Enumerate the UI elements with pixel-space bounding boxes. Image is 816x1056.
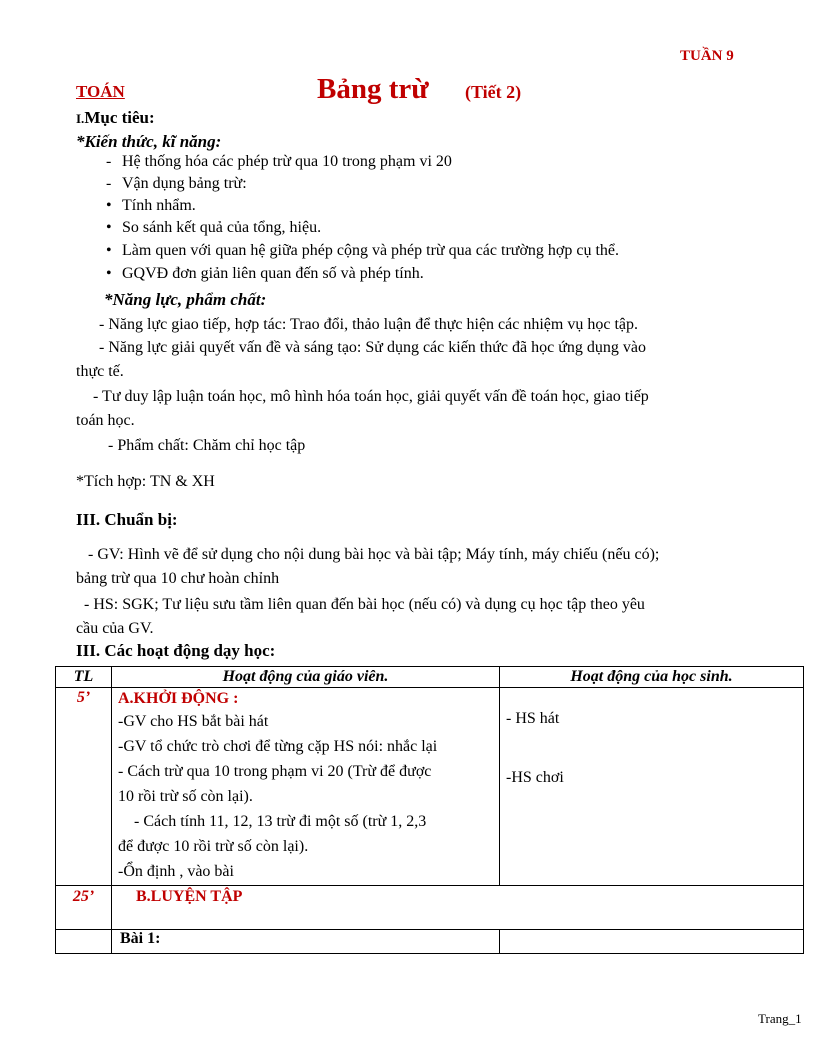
table-row [56,930,804,954]
section-title-cell: B.LUYỆN TẬP [112,886,804,930]
preparation-line: cầu của GV. [76,620,154,637]
student-activity-cell [500,930,804,954]
competence-line: - Phẩm chất: Chăm chỉ học tập [108,437,306,454]
activity-line: - Cách tính 11, 12, 13 trừ đi một số (trừ 1, 2,3 [118,813,427,830]
activity-line: -GV cho HS bắt bài hát [118,713,269,730]
knowledge-item: • Làm quen với quan hệ giữa phép cộng và phép trừ qua các trường hợp cụ thể. [106,242,620,259]
knowledge-heading: *Kiến thức, kĩ năng: [76,132,222,151]
student-activity-line: - HS hát [506,710,560,727]
competence-line: toán học. [76,412,135,429]
integration-note: *Tích hợp: TN & XH [76,473,215,490]
page-title: Bảng trừ [317,73,429,105]
competence-line: thực tế. [76,363,124,380]
competence-heading: *Năng lực, phẩm chất: [104,290,267,309]
table-header-row [56,667,804,688]
student-activity-line: -HS chơi [506,769,564,786]
objectives-heading: I.Mục tiêu: [76,108,155,127]
table-row [56,688,804,886]
activity-line: - Cách trừ qua 10 trong phạm vi 20 (Trừ để được [118,763,432,780]
time-cell [56,930,112,954]
knowledge-item: - Hệ thống hóa các phép trừ qua 10 trong phạm vi 20 [106,153,452,170]
activity-line: -Ổn định , vào bài [118,863,234,880]
teacher-activity-cell [112,688,500,886]
preparation-line: bảng trừ qua 10 chư hoàn chỉnh [76,570,280,587]
preparation-heading: III. Chuẩn bị: [76,510,178,529]
activity-title: A.KHỞI ĐỘNG : [118,690,239,707]
competence-line: - Năng lực giải quyết vấn đề và sáng tạo: Sử dụng các kiến thức đã học ứng dụng vào [99,339,646,356]
time-cell: 25’ [56,886,112,930]
activities-table [55,666,804,954]
knowledge-item: • GQVĐ đơn giản liên quan đến số và phép tính. [106,265,424,282]
time-cell: 5’ [56,688,112,886]
preparation-line: - HS: SGK; Tư liệu sưu tầm liên quan đến bài học (nếu có) và dụng cụ học tập theo yêu [84,596,645,613]
subject-label: TOÁN [76,82,125,101]
column-header: TL [56,667,112,688]
week-label: TUẦN 9 [680,48,734,64]
column-header: Hoạt động của giáo viên. [112,667,500,688]
knowledge-item: • So sánh kết quả của tổng, hiệu. [106,219,322,236]
activity-line: 10 rồi trừ số còn lại). [118,788,253,805]
knowledge-item: - Vận dụng bảng trừ: [106,175,247,192]
competence-line: - Tư duy lập luận toán học, mô hình hóa toán học, giải quyết vấn đề toán học, giao tiếp [93,388,649,405]
preparation-line: - GV: Hình vẽ để sử dụng cho nội dung bài học và bài tập; Máy tính, máy chiếu (nếu có); [88,546,660,563]
activity-line: để được 10 rồi trừ số còn lại). [118,838,309,855]
knowledge-item: • Tính nhẩm. [106,197,196,214]
column-header: Hoạt động của học sinh. [500,667,804,688]
exercise-title-cell: Bài 1: [112,930,500,954]
page-number: Trang_1 [758,1011,802,1026]
competence-line: - Năng lực giao tiếp, hợp tác: Trao đổi, thảo luận để thực hiện các nhiệm vụ học tập. [99,316,638,333]
table-row [56,886,804,930]
activity-line: -GV tổ chức trò chơi để từng cặp HS nói: nhắc lại [118,738,438,755]
student-activity-cell [500,688,804,886]
activities-heading: III. Các hoạt động dạy học: [76,641,276,660]
lesson-label: (Tiết 2) [465,82,522,102]
